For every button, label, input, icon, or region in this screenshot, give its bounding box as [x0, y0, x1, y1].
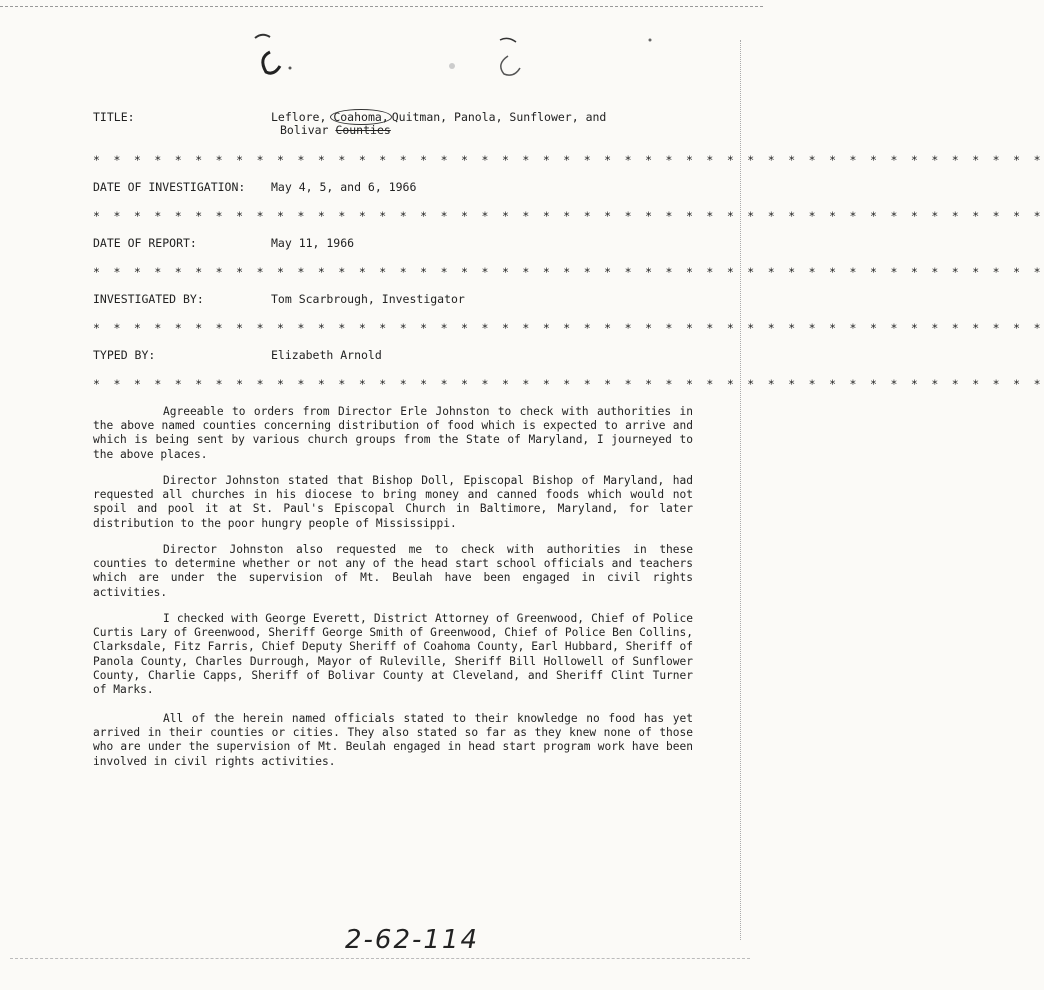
- title-counties-struck: Counties: [335, 123, 391, 137]
- paragraph-2: Director Johnston stated that Bishop Doll, Episcopal Bishop of Maryland, had requested all churches in his diocese to bring money and canned foods which would not spoil and pool it at St. Paul's Episcopal Church in Baltimore, Maryland, for later distribution to the poor hungry people of Mississippi.: [93, 474, 693, 530]
- date-report-value: May 11, 1966: [271, 236, 355, 250]
- investigated-by-value: Tom Scarbrough, Investigator: [271, 292, 465, 306]
- separator: * * * * * * * * * * * * * * * * * * * * * * * * * * * * * * * * * * * * * * * * * * * * * * *: [93, 153, 1044, 167]
- separator: * * * * * * * * * * * * * * * * * * * * * * * * * * * * * * * * * * * * * * * * * * * * * * *: [93, 377, 1044, 391]
- title-county-coahoma-circled: Coahoma,: [330, 109, 391, 125]
- typed-by-value: Elizabeth Arnold: [271, 348, 382, 362]
- investigated-by-label: INVESTIGATED BY:: [93, 292, 204, 306]
- title-counties-rest: Quitman, Panola, Sunflower, and: [391, 110, 607, 124]
- title-county-leflore: Leflore,: [271, 110, 327, 124]
- title-county-bolivar: Bolivar: [280, 123, 329, 137]
- title-value: [271, 110, 606, 124]
- paragraph-4: I checked with George Everett, District Attorney of Greenwood, Chief of Police Curtis Lary of Greenwood, Sheriff George Smith of Greenwood, Chief of Police Ben Collins, Clarksdale, Fitz Farris, Chief Deputy Sheriff of Coahoma County, Earl Hubbard, Sheriff of Panola County, Charles Durrough, Mayor of Ruleville, Sheriff Bill Hollowell of Sunflower County, Charlie Capps, Sheriff of Bolivar County at Cleveland, and Sheriff Clint Turner of Marks.: [93, 612, 693, 697]
- handwritten-file-number: 2-62-114: [345, 925, 480, 955]
- date-investigation-value: May 4, 5, and 6, 1966: [271, 180, 417, 194]
- separator: * * * * * * * * * * * * * * * * * * * * * * * * * * * * * * * * * * * * * * * * * * * * * * *: [93, 265, 1044, 279]
- title-label: TITLE:: [93, 110, 135, 124]
- paragraph-5: All of the herein named officials stated to their knowledge no food has yet arrived in their counties or cities. They also stated so far as they knew none of those who are under the supervision of Mt. Beulah engaged in head start program work have been involved in civil rights activities.: [93, 712, 693, 768]
- separator: * * * * * * * * * * * * * * * * * * * * * * * * * * * * * * * * * * * * * * * * * * * * * * *: [93, 209, 1044, 223]
- date-investigation-label: DATE OF INVESTIGATION:: [93, 180, 246, 194]
- paragraph-1: Agreeable to orders from Director Erle Johnston to check with authorities in the above named counties concerning distribution of food which is expected to arrive and which is being sent by various church groups from the State of Maryland, I journeyed to the above places.: [93, 405, 693, 461]
- separator: * * * * * * * * * * * * * * * * * * * * * * * * * * * * * * * * * * * * * * * * * * * * * * *: [93, 321, 1044, 335]
- typed-by-label: TYPED BY:: [93, 348, 156, 362]
- date-report-label: DATE OF REPORT:: [93, 236, 197, 250]
- paragraph-3: Director Johnston also requested me to check with authorities in these counties to determine whether or not any of the head start school officials and teachers which are under the supervision of Mt. Beulah have been engaged in civil rights activities.: [93, 543, 693, 599]
